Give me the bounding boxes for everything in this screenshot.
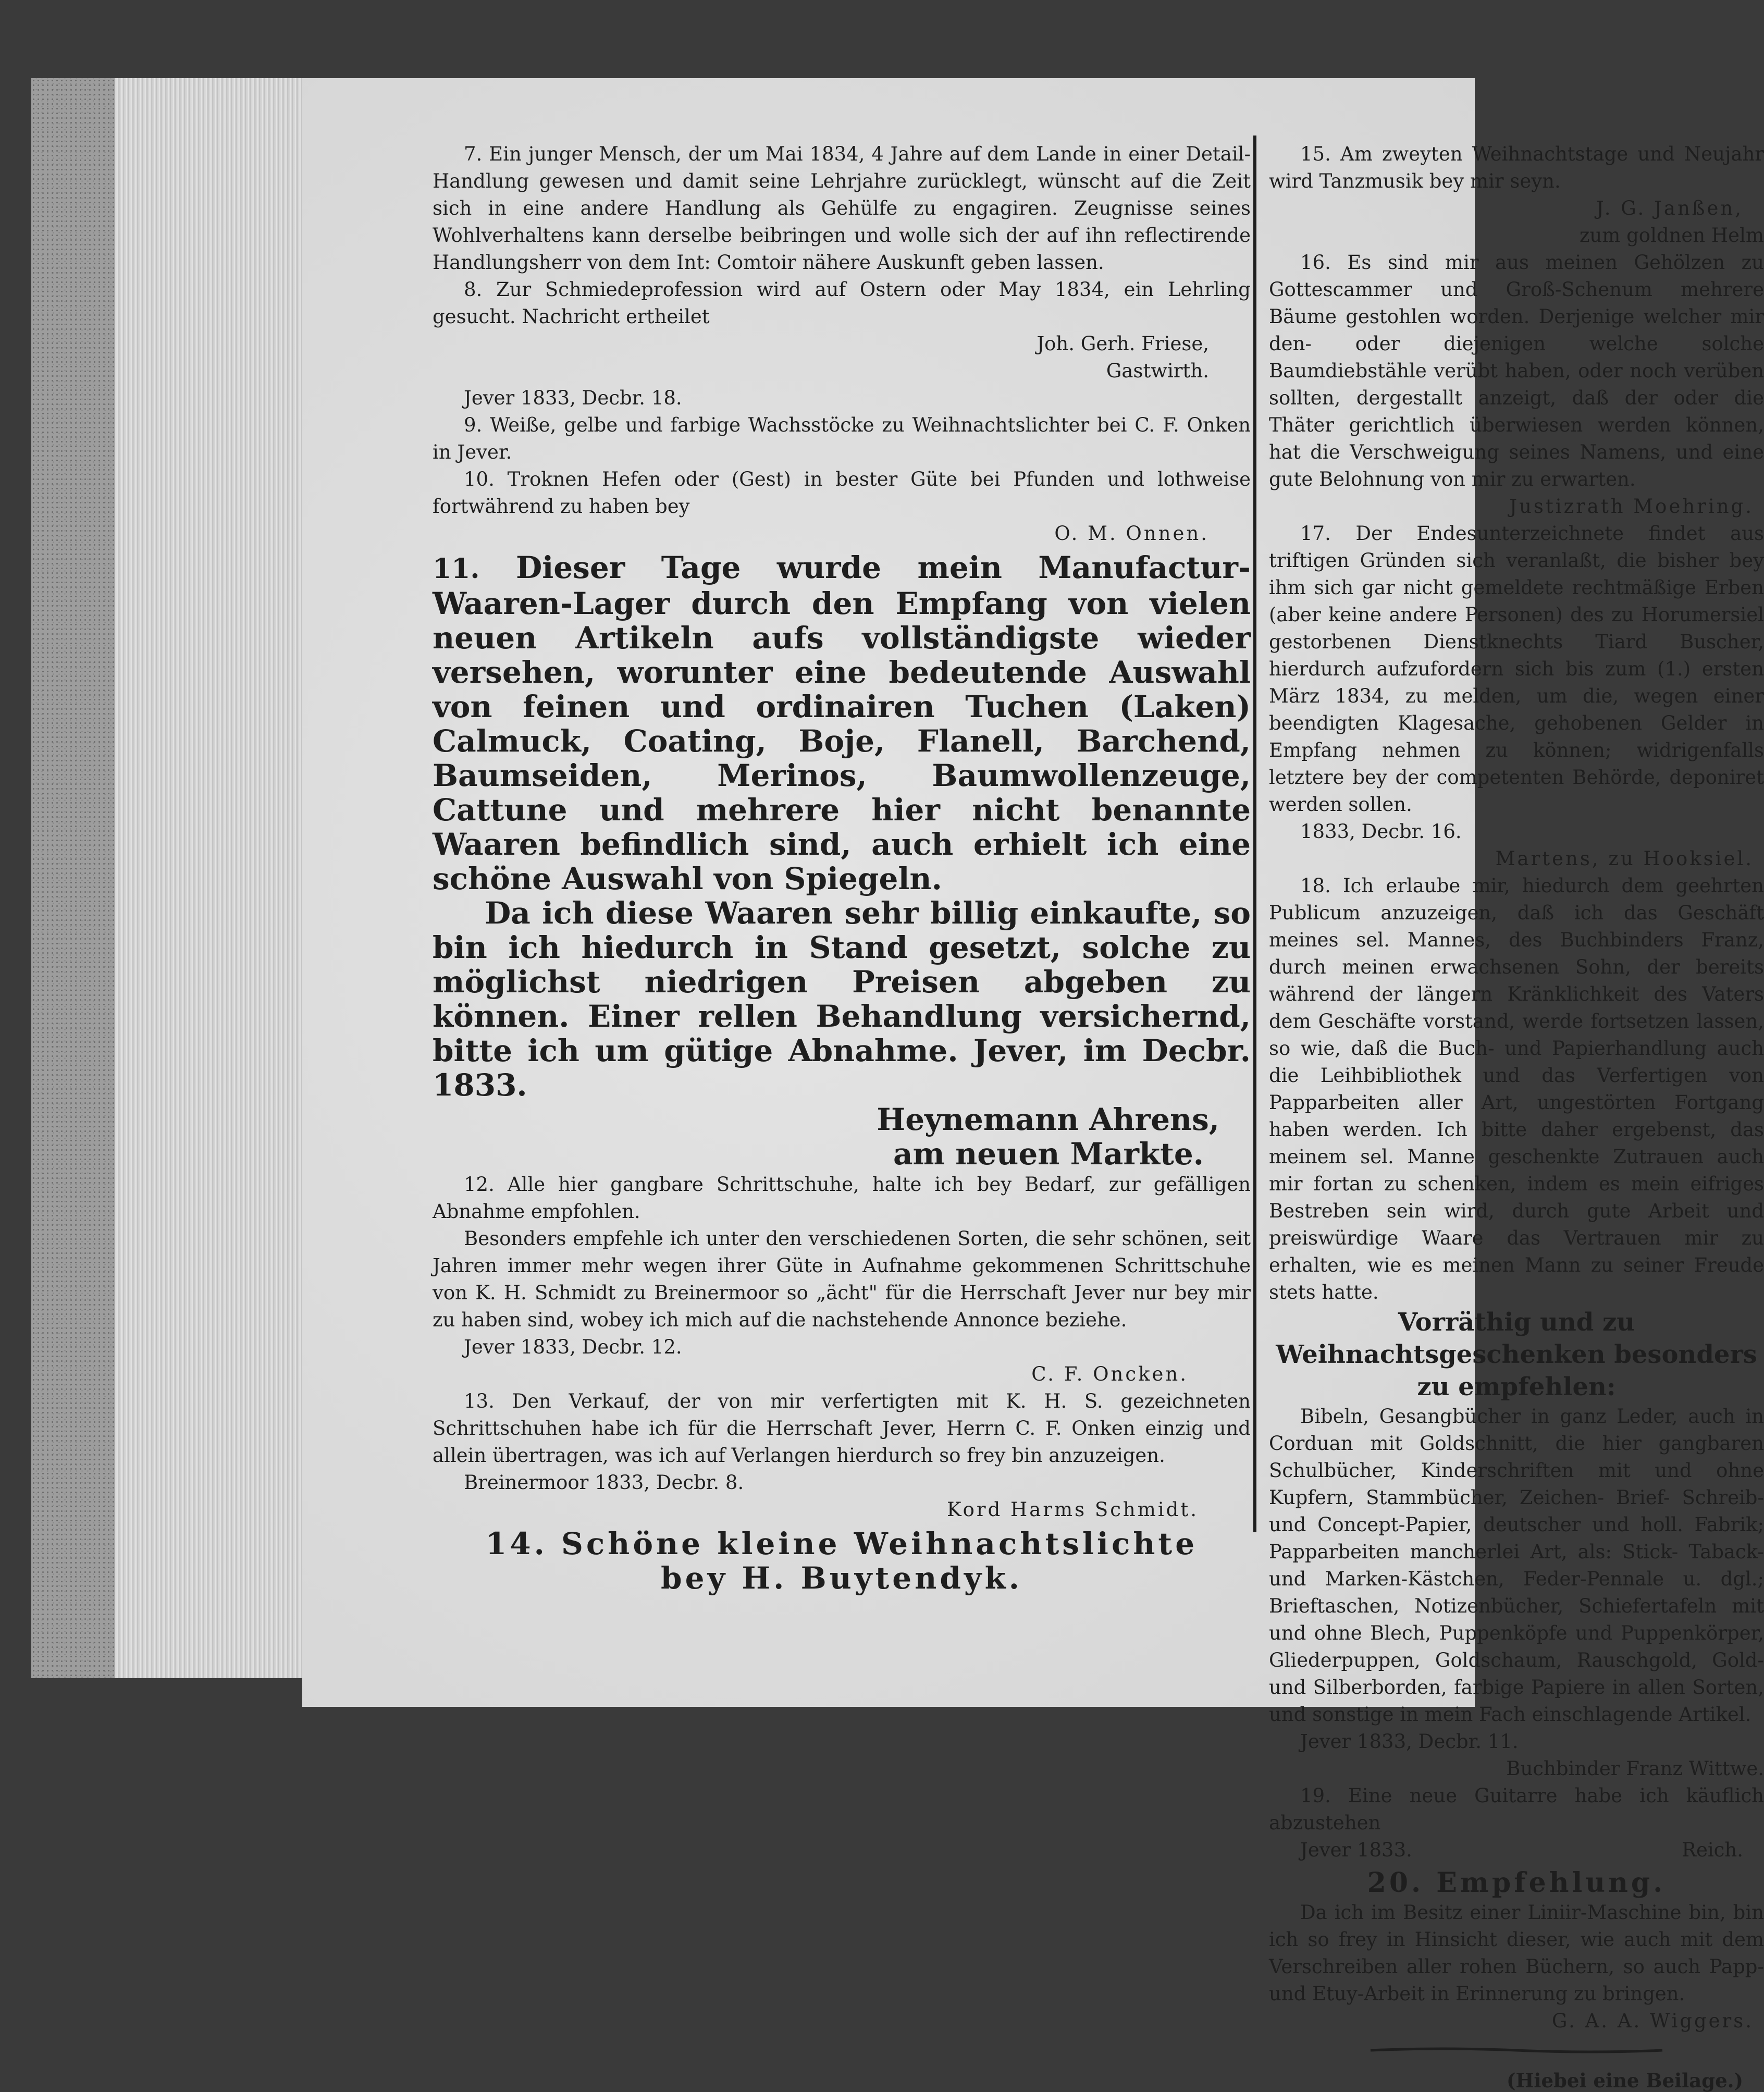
notice-7: 7. Ein junger Mensch, der um Mai 1834, 4 Jahre auf dem Lande in einer Detail-Handlung gewesen und damit seine Lehrjahre zurücklegt, wünscht auf die Zeit sich in eine andere Handlung als Gehülfe zu engagiren. Zeugnisse seines Wohlverhaltens kann derselbe beibringen und wolle sich der auf ihn reflectirende Handlungsherr von dem Int: Comtoir nähere Auskunft geben lassen. bbox=[433, 143, 1251, 274]
notice-13-signature: Kord Harms Schmidt. bbox=[946, 1498, 1199, 1521]
marbled-book-edge bbox=[31, 78, 115, 1678]
supplement-note: (Hiebei eine Beilage.) bbox=[1506, 2069, 1743, 2092]
notice-8-signature-role: Gastwirth. bbox=[1106, 360, 1209, 382]
notice-18: 18. Ich erlaube mir, hiedurch dem geehrten Publicum anzuzeigen, daß ich das Geschäft meines sel. Mannes, des Buchbinders Franz, durch meinen erwachsenen Sohn, der bereits während der längern Kränklichkeit des Vaters dem Geschäfte vorstand, werde fortsetzen lassen, so wie, daß die Buch- und Papierhandlung auch die Leihbibliothek und das Verfertigen von Papparbeiten aller Art, ungestörten Fortgang haben werden. Ich bitte daher ergebenst, das meinem sel. Manne geschenkte Zutrauen auch mir fortan zu schenken, indem es mein eifriges Bestreben sein wird, durch gute Arbeit und preiswürdige Waare das Vertrauen mir zu erhalten, wie es meinen Mann zu seiner Freude stets hatte. bbox=[1269, 875, 1764, 1303]
notice-10-signature: O. M. Onnen. bbox=[1054, 522, 1209, 545]
notice-8-signature-name: Joh. Gerh. Friese, bbox=[1037, 333, 1209, 355]
newspaper-page bbox=[302, 78, 1764, 2092]
notice-19-date: Jever 1833. bbox=[1300, 1839, 1412, 1861]
notice-18-date: Jever 1833, Decbr. 11. bbox=[1300, 1730, 1519, 1753]
notice-14-line-2: bey H. Buytendyk. bbox=[661, 1560, 1022, 1596]
notice-15-signature: J. G. Janßen, bbox=[1596, 197, 1743, 219]
notice-15: 15. Am zweyten Weihnachtstage und Neujahr wird Tanzmusik bey mir seyn. bbox=[1269, 143, 1764, 192]
notice-18-list: Bibeln, Gesangbücher in ganz Leder, auch in Corduan mit Goldschnitt, die hier gangbaren Schulbücher, Kinderschriften mit und ohne Kupfern, Stammbücher, Zeichen- Brief- Schreib- und Concept-Papier, deutscher und holl. Fabrik; Papparbeiten mancherlei Art, als: Stick- Taback- und Marken-Kästchen, Feder-Pennale u. dgl.; Brieftaschen, Notizenbücher, Schiefertafeln mit und ohne Blech, Puppenköpfe und Puppenkörper, Gliederpuppen, Goldschaum, Rauschgold, Gold- und Silberborden, farbige Papiere in allen Sorten, und sonstige in mein Fach einschlagende Artikel. bbox=[1269, 1405, 1764, 1726]
notice-10: 10. Troknen Hefen oder (Gest) in bester Güte bei Pfunden und lothweise fortwährend zu haben bey bbox=[433, 468, 1251, 518]
notice-19-footer bbox=[1269, 1837, 1764, 1864]
notice-19: 19. Eine neue Guitarre habe ich käuflich abzustehen bbox=[1269, 1785, 1764, 1834]
notice-17: 17. Der Endesunterzeichnete findet aus triftigen Gründen sich veranlaßt, die bisher bey ihm sich gar nicht gemeldete rechtmäßige Erben (aber keine andere Personen) des zu Horumersiel gestorbenen Dienstknechts Tiard Buscher, hierdurch aufzufordern sich bis zum (1.) ersten März 1834, zu melden, um die, wegen einer beendigten Klagesache, gehobenen Gelder in Empfang nehmen zu können; widrigenfalls letztere bey der competenten Behörde, deponiret werden sollen. bbox=[1269, 522, 1764, 816]
notice-12-continued: Besonders empfehle ich unter den verschiedenen Sorten, die sehr schönen, seit Jahren immer mehr wegen ihrer Güte in Aufnahme gekommenen Schrittschuhe von K. H. Schmidt zu Breinermoor so „ächt" für die Herrschaft Jever nur bey mir zu haben sind, wobey ich mich auf die nachstehende Annonce beziehe. bbox=[433, 1227, 1251, 1331]
notice-11-number: 11. bbox=[433, 553, 480, 585]
notice-12-signature: C. F. Oncken. bbox=[1031, 1363, 1188, 1385]
notice-15-signature-place: zum goldnen Helm bbox=[1579, 224, 1764, 247]
notice-13-date: Breinermoor 1833, Decbr. 8. bbox=[464, 1471, 744, 1494]
notice-8-date: Jever 1833, Decbr. 18. bbox=[464, 387, 682, 409]
notice-20-signature: G. A. A. Wiggers. bbox=[1551, 2010, 1754, 2032]
left-column bbox=[433, 141, 1251, 1595]
notice-12: 12. Alle hier gangbare Schrittschuhe, halte ich bey Bedarf, zur gefälligen Abnahme empfohlen. bbox=[433, 1173, 1251, 1223]
notice-13: 13. Den Verkauf, der von mir verfertigten mit K. H. S. gezeichneten Schrittschuhen habe ich für die Herrschaft Jever, Herrn C. F. Onken einzig und allein übertragen, was ich auf Verlangen hierdurch so frey bin anzuzeigen. bbox=[433, 1390, 1251, 1467]
column-divider bbox=[1253, 136, 1256, 1532]
notice-18-heading: Vorräthig und zu Weihnachtsgeschenken besonders zu empfehlen: bbox=[1276, 1308, 1757, 1401]
notice-12-date: Jever 1833, Decbr. 12. bbox=[464, 1336, 682, 1358]
notice-11-signature: Heynemann Ahrens, bbox=[877, 1102, 1219, 1137]
notice-20: Da ich im Besitz einer Liniir-Maschine bin, bin ich so frey in Hinsicht dieser, wie auch mit dem Verschreiben aller rohen Büchern, so auch Papp- und Etuy-Arbeit in Erinnerung zu bringen. bbox=[1269, 1901, 1764, 2005]
notice-14-line-1: 14. Schöne kleine Weihnachtslichte bbox=[485, 1526, 1198, 1561]
decorative-flourish bbox=[1371, 2047, 1662, 2053]
right-column bbox=[1269, 141, 1764, 2092]
notice-11-continued: Da ich diese Waaren sehr billig einkaufte, so bin ich hiedurch in Stand gesetzt, solche zu möglichst niedrigen Preisen abgeben zu können. Einer rellen Behandlung versichernd, bitte ich um gütige Abnahme. Jever, im Decbr. 1833. bbox=[433, 895, 1251, 1103]
notice-11-text: Dieser Tage wurde mein Manufactur-Waaren-Lager durch den Empfang von vielen neuen Artikeln aufs vollständigste wieder versehen, worunter eine bedeutende Auswahl von feinen und ordinairen Tuchen (Laken) Calmuck, Coating, Boje, Flanell, Barchend, Baumseiden, Merinos, Baumwollenzeuge, Cattune und mehrere hier nicht benannte Waaren befindlich sind, auch erhielt ich eine schöne Auswahl von Spiegeln. bbox=[433, 550, 1251, 896]
notice-9: 9. Weiße, gelbe und farbige Wachsstöcke zu Weihnachtslichter bei C. F. Onken in Jever. bbox=[433, 414, 1251, 463]
notice-11 bbox=[433, 550, 1251, 896]
book-page-edges bbox=[31, 78, 302, 1678]
notice-16-signature: Justizrath Moehring. bbox=[1509, 495, 1754, 518]
notice-19-signature: Reich. bbox=[1682, 1839, 1743, 1861]
notice-18-signature: Buchbinder Franz Wittwe. bbox=[1506, 1757, 1764, 1780]
notice-11-signature-address: am neuen Markte. bbox=[893, 1136, 1204, 1172]
notice-16: 16. Es sind mir aus meinen Gehölzen zu Gottescammer und Groß-Schenum mehrere Bäume gestohlen worden. Derjenige welcher mir den- oder diejenigen welche solche Baumdiebstähle verübt haben, oder noch verüben sollten, dergestallt anzeigt, daß der oder die Thäter gerichtlich überwiesen werden können, hat die Verschweigung seines Namens, und eine gute Belohnung von mir zu erwarten. bbox=[1269, 251, 1764, 490]
notice-17-signature: Martens, zu Hooksiel. bbox=[1495, 847, 1754, 870]
notice-8: 8. Zur Schmiedeprofession wird auf Ostern oder May 1834, ein Lehrling gesucht. Nachricht ertheilet bbox=[433, 278, 1251, 328]
notice-20-heading: 20. Empfehlung. bbox=[1367, 1867, 1666, 1899]
notice-17-date: 1833, Decbr. 16. bbox=[1300, 820, 1462, 843]
